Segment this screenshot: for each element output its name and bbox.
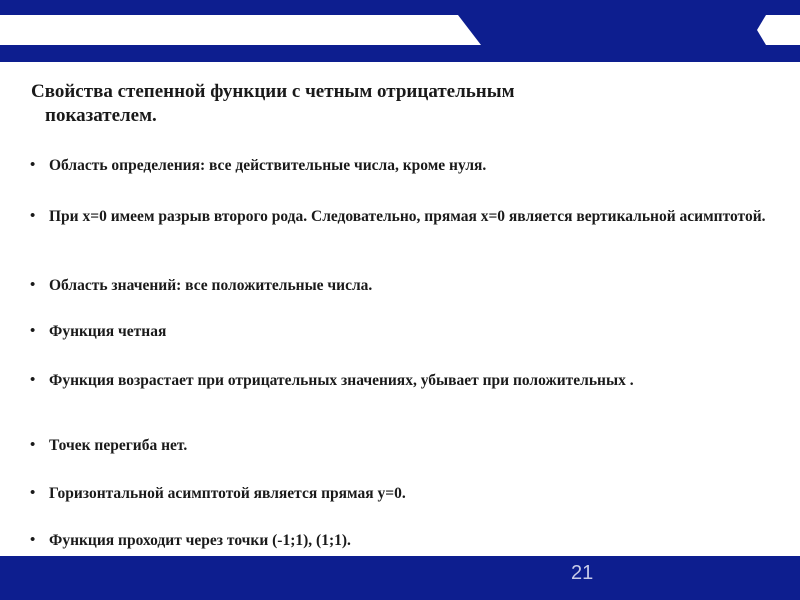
bullet-icon: • <box>30 208 36 224</box>
list-item-text: Точек перегиба нет. <box>49 437 188 454</box>
list-item <box>30 155 770 176</box>
list-item <box>30 483 770 504</box>
bullet-icon: • <box>30 277 36 293</box>
list-item <box>30 321 770 342</box>
bullet-icon: • <box>30 485 36 501</box>
page-number: 21 <box>571 562 594 584</box>
slide-title-line2: показателем. <box>45 105 157 126</box>
list-item-text: Функция проходит через точки (-1;1), (1;1). <box>49 532 351 549</box>
slide-title-line1: Свойства степенной функции с четным отрицательным <box>31 81 515 102</box>
bullet-icon: • <box>30 157 36 173</box>
list-item <box>30 530 770 551</box>
header-white-stripe-right <box>757 15 800 45</box>
header-white-stripe-left <box>0 15 481 45</box>
bottom-footer-band <box>0 556 800 600</box>
slide-title <box>31 80 711 128</box>
list-item-text: Область определения: все действительные числа, кроме нуля. <box>49 157 487 174</box>
list-item <box>30 275 770 296</box>
top-header-band <box>0 0 800 62</box>
list-item-text: Область значений: все положительные числа. <box>49 277 373 294</box>
bullet-icon: • <box>30 437 36 453</box>
list-item <box>30 206 770 227</box>
list-item-text: Функция возрастает при отрицательных значениях, убывает при положительных . <box>49 372 634 389</box>
bullet-icon: • <box>30 323 36 339</box>
list-item <box>30 370 770 391</box>
bullet-icon: • <box>30 372 36 388</box>
list-item-text: Функция четная <box>49 323 167 340</box>
list-item-text: При х=0 имеем разрыв второго рода. Следовательно, прямая х=0 является вертикальной асимптотой. <box>49 208 766 225</box>
list-item-text: Горизонтальной асимптотой является прямая у=0. <box>49 485 406 502</box>
list-item <box>30 435 770 456</box>
bullet-icon: • <box>30 532 36 548</box>
